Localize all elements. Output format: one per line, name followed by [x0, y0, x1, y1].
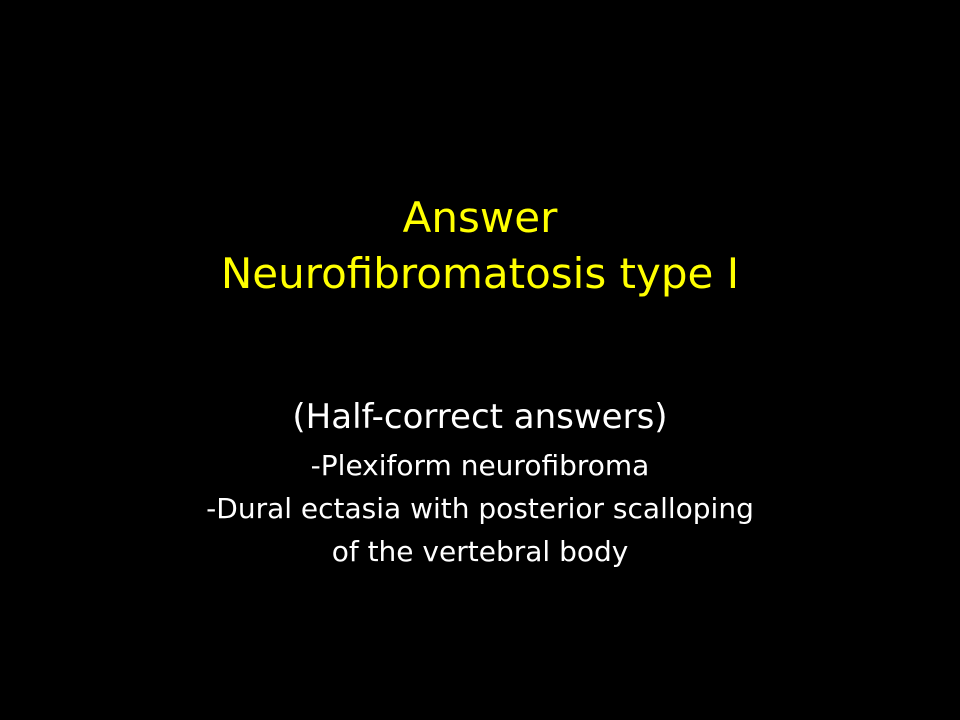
point-dural-ectasia: -Dural ectasia with posterior scalloping: [206, 492, 754, 525]
diagnosis-title: Neurofibromatosis type I: [220, 249, 740, 298]
point-dural-ectasia-continued: of the vertebral body: [331, 535, 629, 568]
half-correct-subtitle: (Half-correct answers): [292, 397, 668, 437]
answer-title-block: [0, 190, 960, 302]
half-correct-block: [0, 390, 960, 573]
point-plexiform-neurofibroma: -Plexiform neurofibroma: [310, 449, 650, 482]
answer-heading: Answer: [402, 193, 558, 242]
